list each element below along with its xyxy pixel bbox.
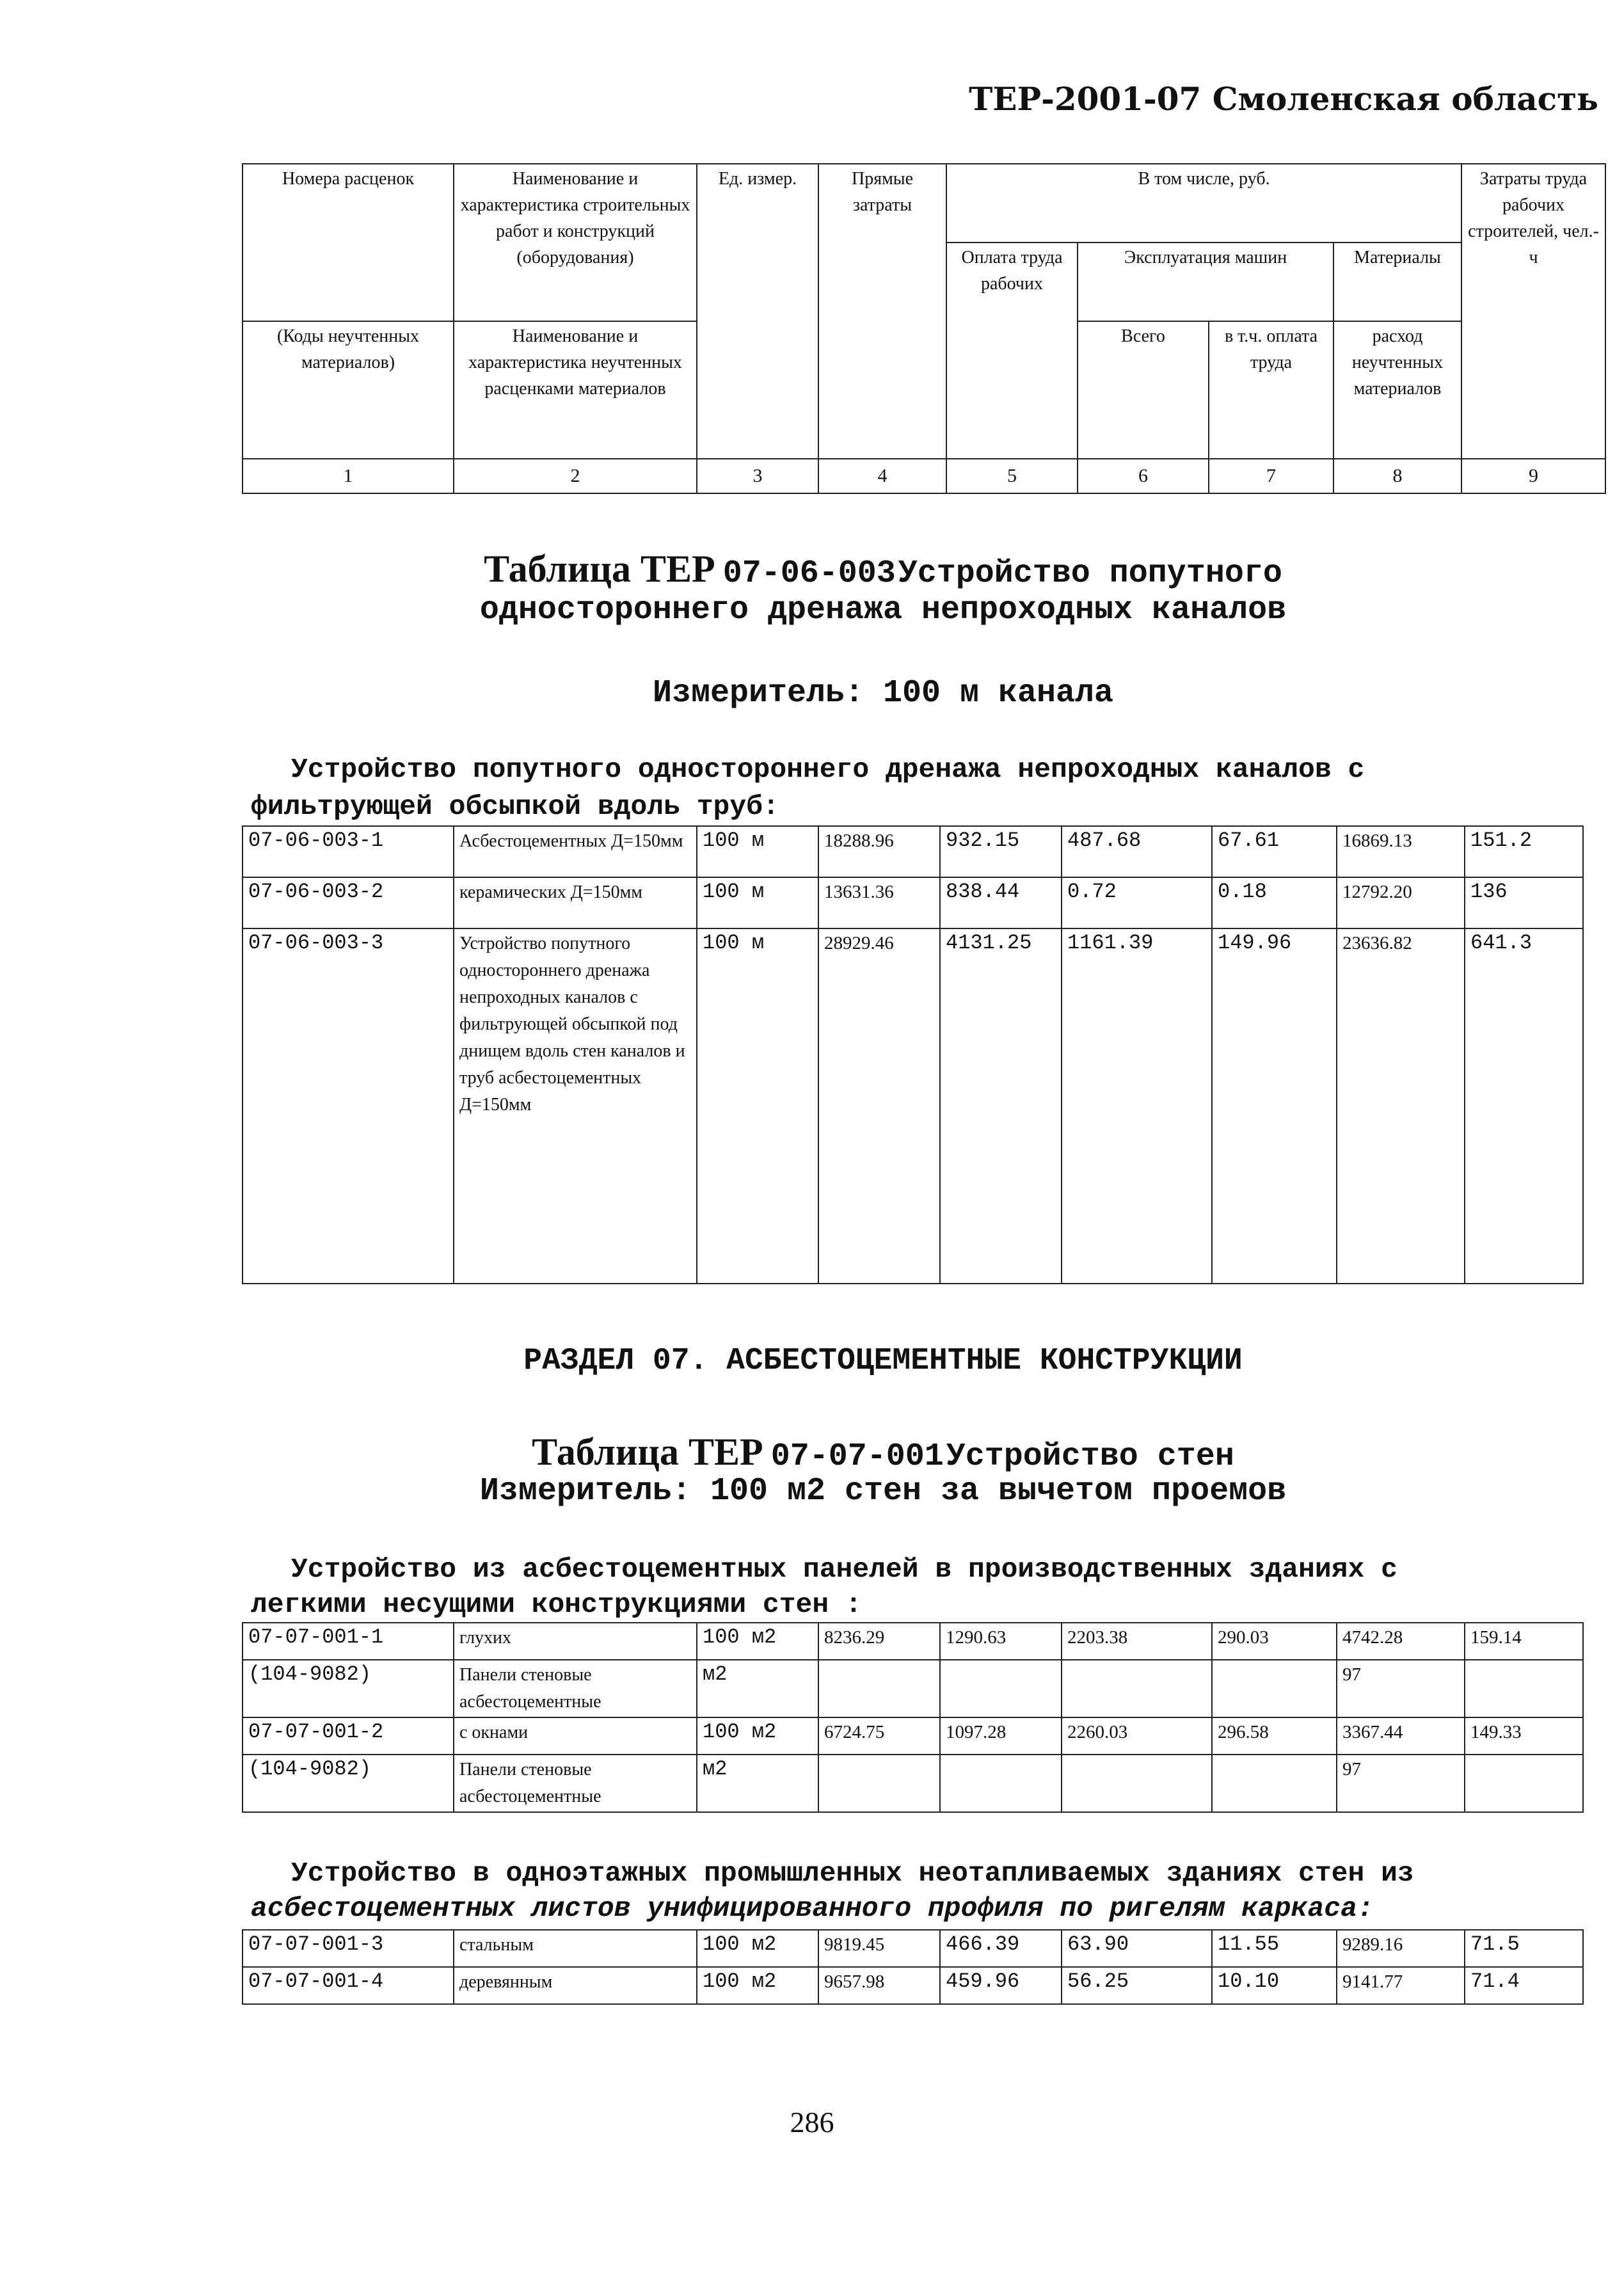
column-number: 7 (1209, 459, 1333, 493)
table-title-rest: Устройство попутного (898, 555, 1282, 592)
table-title-07 (243, 1430, 1523, 1475)
table-row: 07-07-001-3 стальным 100 м2 9819.45 466.39 63.90 11.55 9289.16 71.5 (243, 1930, 1583, 1967)
header-machines-group: Эксплуатация машин (1078, 243, 1333, 321)
table-measure-07: Измеритель: 100 м2 стен за вычетом проемов (479, 1473, 1287, 1509)
table-title-06 (243, 547, 1523, 592)
rates-table-07a (242, 1622, 1584, 1813)
table-row: 07-07-001-2 с окнами 100 м2 6724.75 1097.28 2260.03 296.58 3367.44 149.33 (243, 1717, 1583, 1755)
table-label: Таблица ТЕР (484, 548, 715, 590)
column-number: 6 (1078, 459, 1209, 493)
header-incl-group: В том числе, руб. (946, 164, 1461, 243)
page-number: 286 (790, 2106, 834, 2138)
table-row: 07-06-003-1 Асбестоцементных Д=150мм 100 м 18288.96 932.15 487.68 67.61 16869.13 151.2 (243, 826, 1583, 877)
subheading-07b-line1: Устройство в одноэтажных промышленных неотапливаемых зданиях стен из (291, 1858, 1414, 1889)
column-number: 8 (1333, 459, 1461, 493)
table-code: 07-07-001 (770, 1438, 944, 1475)
table-measure-06: Измеритель: 100 м канала (652, 675, 1114, 712)
header-codes-top: Номера расценок (243, 164, 454, 321)
table-row: 07-07-001-1 глухих 100 м2 8236.29 1290.63 2203.38 290.03 4742.28 159.14 (243, 1623, 1583, 1660)
subheading-07a-line1: Устройство из асбестоцементных панелей в производственных зданиях с (291, 1554, 1397, 1585)
header-labor-pay: Оплата труда рабочих (946, 243, 1078, 459)
header-direct-costs: Прямые затраты (818, 164, 946, 459)
column-number: 2 (454, 459, 697, 493)
table-row: (104-9082) Панели стеновые асбестоцементные м2 97 (243, 1755, 1583, 1812)
rates-table-06 (242, 825, 1584, 1284)
header-machines-labor: в т.ч. оплата труда (1209, 321, 1333, 459)
table-label: Таблица ТЕР (532, 1431, 763, 1473)
table-title-rest: Устройство стен (946, 1438, 1234, 1475)
header-materials-top: Материалы (1333, 243, 1461, 321)
table-row: 07-06-003-2 керамических Д=150мм 100 м 13631.36 838.44 0.72 0.18 12792.20 136 (243, 877, 1583, 928)
rates-table-07b (242, 1929, 1584, 2005)
table-row: 07-07-001-4 деревянным 100 м2 9657.98 459.96 56.25 10.10 9141.77 71.4 (243, 1967, 1583, 2004)
header-machines-total: Всего (1078, 321, 1209, 459)
table-row: 07-06-003-3 Устройство попутного одностороннего дренажа непроходных каналов с фильтрующей обсыпкой под днищем вдоль стен каналов и труб асбестоцементных Д=150мм 100 м 28929.46 4131.25 1161.39 149.96 23636.82 641.3 (243, 928, 1583, 1284)
table-title-06-line2: одностороннего дренажа непроходных каналов (479, 592, 1287, 628)
header-materials-bottom: расход неучтенных материалов (1333, 321, 1461, 459)
header-unit: Ед. измер. (697, 164, 818, 459)
header-name-top: Наименование и характеристика строительных работ и конструкций (оборудования) (454, 164, 697, 321)
subheading-07a-line2: легкими несущими конструкциями стен : (251, 1589, 862, 1620)
section-heading: РАЗДЕЛ 07. АСБЕСТОЦЕМЕНТНЫЕ КОНСТРУКЦИИ (523, 1344, 1243, 1378)
subheading-06-line2: фильтрующей обсыпкой вдоль труб: (251, 791, 779, 822)
header-labor-hours: Затраты труда рабочих строителей, чел.-ч (1461, 164, 1605, 459)
column-number: 5 (946, 459, 1078, 493)
column-header-grid (242, 163, 1606, 494)
column-number: 1 (243, 459, 454, 493)
column-number: 3 (697, 459, 818, 493)
table-code: 07-06-003 (722, 555, 896, 592)
header-codes-bottom: (Коды неучтенных материалов) (243, 321, 454, 459)
subheading-06-line1: Устройство попутного одностороннего дренажа непроходных каналов с (291, 754, 1365, 785)
running-head: ТЕР-2001-07 Смоленская область (969, 80, 1598, 118)
table-row: (104-9082) Панели стеновые асбестоцементные м2 97 (243, 1660, 1583, 1717)
column-number: 4 (818, 459, 946, 493)
column-number: 9 (1461, 459, 1605, 493)
subheading-07b-line2: асбестоцементных листов унифицированного профиля по ригелям каркаса: (251, 1893, 1374, 1924)
header-name-bottom: Наименование и характеристика неучтенных расценками материалов (454, 321, 697, 459)
